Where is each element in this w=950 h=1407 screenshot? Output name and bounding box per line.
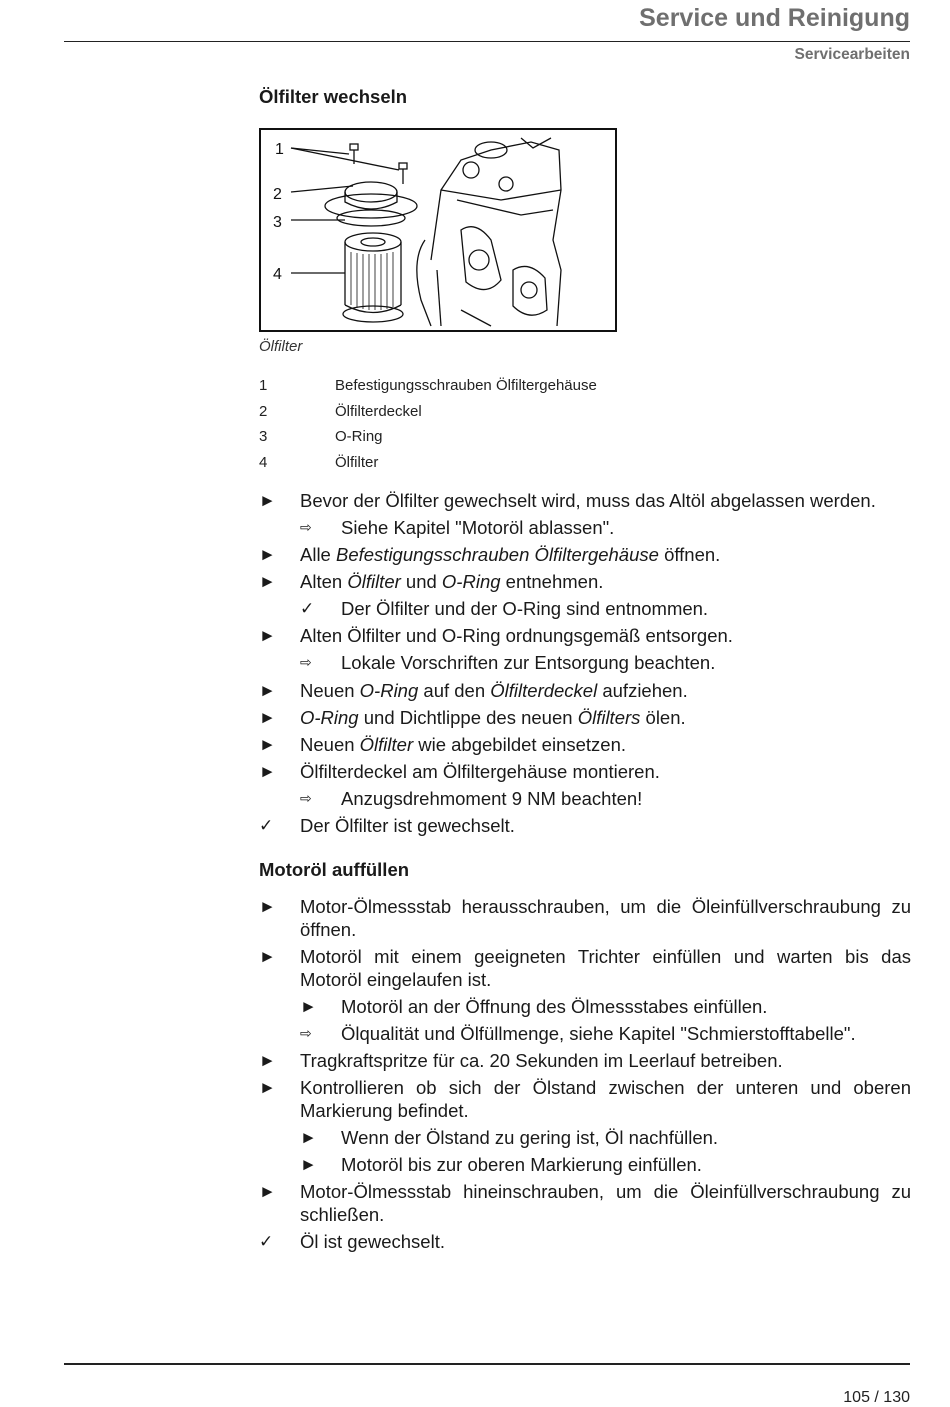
hint-step xyxy=(259,651,911,674)
step-text: Neuen xyxy=(300,680,360,701)
result-marker: ✓ xyxy=(300,599,315,618)
figure-caption: Ölfilter xyxy=(259,338,303,355)
step-text: Ölfilterdeckel am Ölfiltergehäuse montieren. xyxy=(300,761,660,782)
page-content xyxy=(259,86,911,1257)
callout-4: 4 xyxy=(273,266,282,283)
legend-item xyxy=(259,373,911,399)
action-marker: ► xyxy=(259,1051,276,1070)
legend-number: 1 xyxy=(259,377,268,394)
hint-marker: ⇨ xyxy=(300,519,312,535)
action-step xyxy=(259,1049,911,1072)
step-text: Wenn der Ölstand zu gering ist, Öl nachfüllen. xyxy=(341,1127,719,1148)
hint-marker: ⇨ xyxy=(300,654,312,670)
result-step xyxy=(259,814,911,837)
engine-oil-steps xyxy=(259,895,911,1253)
step-text: wie abgebildet einsetzen. xyxy=(413,734,627,755)
step-term: Ölfilterdeckel xyxy=(490,680,598,701)
step-text: öffnen. xyxy=(658,544,721,565)
step-text: Der Ölfilter ist gewechselt. xyxy=(300,815,515,836)
action-substep xyxy=(259,1126,911,1149)
step-text: Alten xyxy=(300,571,348,592)
step-text: Motor-Ölmessstab hineinschrauben, um die Öleinfüllverschraubung zu schließen. xyxy=(300,1181,911,1225)
step-term: Ölfilter xyxy=(347,571,401,592)
callout-3: 3 xyxy=(273,214,282,231)
result-marker: ✓ xyxy=(259,816,274,835)
page-number: 105 / 130 xyxy=(843,1389,910,1406)
action-step xyxy=(259,733,911,756)
action-marker: ► xyxy=(259,572,276,591)
action-step xyxy=(259,706,911,729)
legend-text: Ölfilter xyxy=(335,453,379,471)
step-term: O-Ring xyxy=(300,707,359,728)
step-text: aufziehen. xyxy=(597,680,688,701)
step-text: Kontrollieren ob sich der Ölstand zwischen der unteren und oberen Markierung befindet. xyxy=(300,1077,911,1121)
step-text: Lokale Vorschriften zur Entsorgung beachten. xyxy=(341,652,716,673)
footer-divider xyxy=(64,1363,910,1365)
legend-number: 4 xyxy=(259,453,268,471)
action-marker: ► xyxy=(300,1155,317,1174)
hint-marker: ⇨ xyxy=(300,1025,312,1041)
action-marker: ► xyxy=(259,1182,276,1201)
hint-step xyxy=(259,787,911,810)
header-divider xyxy=(64,41,910,42)
legend-item xyxy=(259,450,911,476)
action-step xyxy=(259,895,911,941)
step-text: Motoröl bis zur oberen Markierung einfüllen. xyxy=(341,1154,702,1175)
action-substep xyxy=(259,1153,911,1176)
action-step xyxy=(259,945,911,991)
action-substep xyxy=(259,995,911,1018)
step-text: Anzugsdrehmoment 9 NM beachten! xyxy=(341,788,643,809)
action-marker: ► xyxy=(259,735,276,754)
step-text: auf den xyxy=(418,680,491,701)
step-term: Befestigungsschrauben Ölfiltergehäuse xyxy=(336,544,659,565)
legend-number: 3 xyxy=(259,428,268,445)
legend-text: Ölfilterdeckel xyxy=(335,402,422,420)
action-marker: ► xyxy=(259,762,276,781)
header-title: Service und Reinigung xyxy=(639,4,910,32)
section-heading-oil-filter: Ölfilter wechseln xyxy=(259,86,408,107)
step-term: Ölfilters xyxy=(577,707,641,728)
step-text: und xyxy=(400,571,442,592)
step-text: Tragkraftspritze für ca. 20 Sekunden im Leerlauf betreiben. xyxy=(300,1050,783,1071)
hint-step xyxy=(259,1022,911,1045)
action-marker: ► xyxy=(259,897,276,916)
figure-legend xyxy=(259,373,911,475)
action-marker: ► xyxy=(300,1128,317,1147)
action-marker: ► xyxy=(259,545,276,564)
step-text: Ölqualität und Ölfüllmenge, siehe Kapitel "Schmierstofftabelle". xyxy=(341,1023,856,1044)
action-marker: ► xyxy=(259,1078,276,1097)
legend-item xyxy=(259,424,911,450)
legend-text: O-Ring xyxy=(335,428,383,445)
step-text: Motor-Ölmessstab herausschrauben, um die Öleinfüllverschraubung zu öffnen. xyxy=(300,896,911,940)
action-marker: ► xyxy=(259,708,276,727)
step-text: entnehmen. xyxy=(500,571,604,592)
action-marker: ► xyxy=(259,681,276,700)
step-text: Der Ölfilter und der O-Ring sind entnommen. xyxy=(341,598,709,619)
step-text: Alle xyxy=(300,544,336,565)
step-text: Öl ist gewechselt. xyxy=(300,1231,445,1252)
result-step xyxy=(259,1230,911,1253)
step-text: Motoröl an der Öffnung des Ölmessstabes einfüllen. xyxy=(341,996,768,1017)
step-text: Alten Ölfilter und O-Ring ordnungsgemäß entsorgen. xyxy=(300,625,733,646)
step-text: ölen. xyxy=(640,707,686,728)
action-marker: ► xyxy=(300,997,317,1016)
action-step xyxy=(259,624,911,647)
step-term: O-Ring xyxy=(441,571,501,592)
legend-item xyxy=(259,399,911,425)
action-step xyxy=(259,1076,911,1122)
step-text: Siehe Kapitel "Motoröl ablassen". xyxy=(341,517,615,538)
action-step xyxy=(259,760,911,783)
action-marker: ► xyxy=(259,491,276,510)
step-text: Motoröl mit einem geeigneten Trichter einfüllen und warten bis das Motoröl eingelaufen ist. xyxy=(300,946,911,990)
step-term: O-Ring xyxy=(359,680,419,701)
callout-2: 2 xyxy=(273,186,282,203)
action-step xyxy=(259,543,911,566)
callout-1: 1 xyxy=(275,141,284,158)
action-step xyxy=(259,570,911,593)
legend-text: Befestigungsschrauben Ölfiltergehäuse xyxy=(335,377,597,394)
oil-filter-steps xyxy=(259,489,911,837)
step-text: Bevor der Ölfilter gewechselt wird, muss das Altöl abgelassen werden. xyxy=(300,490,876,511)
oil-filter-illustration xyxy=(261,130,615,330)
hint-step xyxy=(259,516,911,539)
action-step xyxy=(259,1180,911,1226)
step-term: Ölfilter xyxy=(359,734,414,755)
step-text: Neuen xyxy=(300,734,360,755)
action-step xyxy=(259,679,911,702)
legend-number: 2 xyxy=(259,402,268,420)
action-marker: ► xyxy=(259,626,276,645)
result-marker: ✓ xyxy=(259,1232,274,1251)
action-step xyxy=(259,489,911,512)
step-text: und Dichtlippe des neuen xyxy=(358,707,578,728)
action-marker: ► xyxy=(259,947,276,966)
oil-filter-figure xyxy=(259,128,617,332)
hint-marker: ⇨ xyxy=(300,790,312,806)
header-subtitle: Servicearbeiten xyxy=(794,46,910,63)
section-heading-engine-oil: Motoröl auffüllen xyxy=(259,859,410,880)
result-step xyxy=(259,597,911,620)
